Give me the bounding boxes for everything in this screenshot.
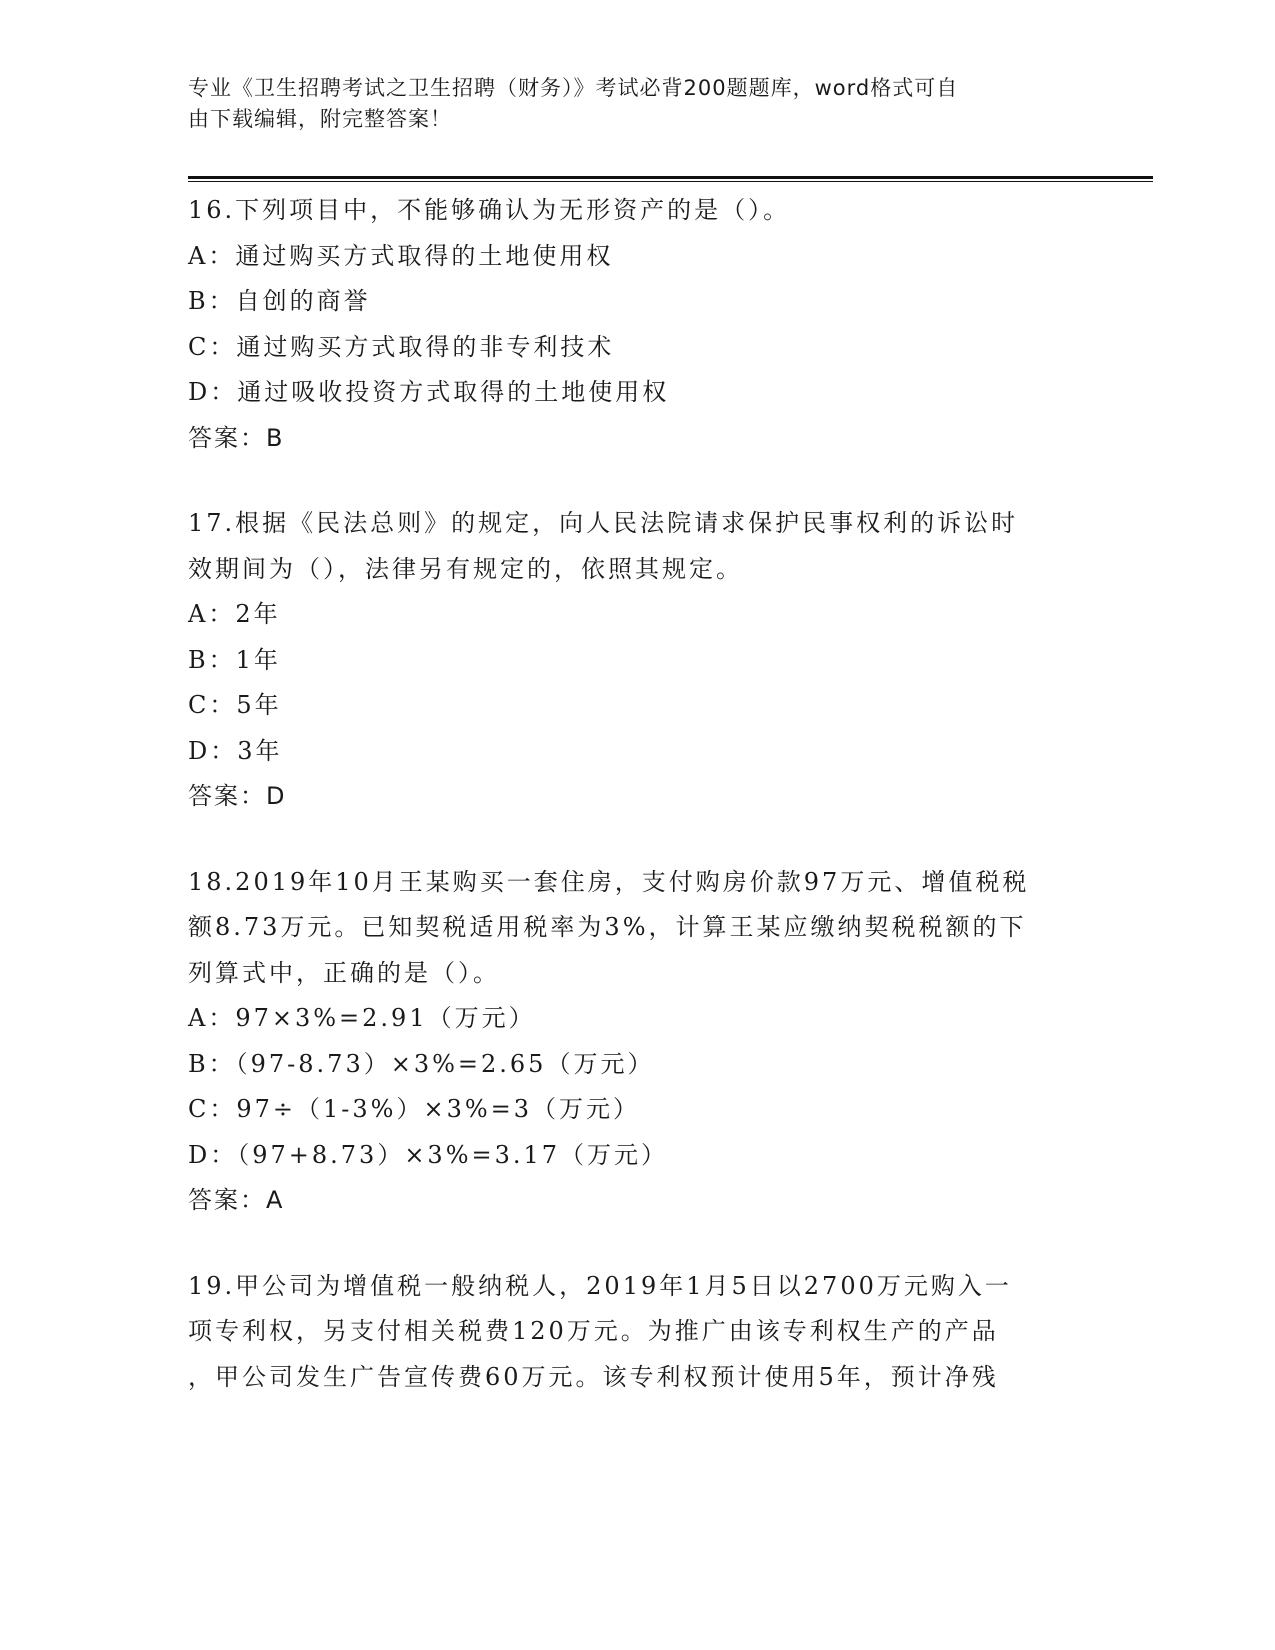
document-header — [188, 73, 1068, 135]
question-item — [188, 860, 1088, 1224]
question-item — [188, 1264, 1088, 1401]
answer-option: B：1年 — [188, 645, 281, 674]
answer-option: D：通过吸收投资方式取得的土地使用权 — [188, 378, 670, 406]
question-stem — [188, 1264, 1088, 1401]
answer-option: D：（97+8.73）×3%=3.17（万元） — [188, 1140, 669, 1169]
question-stem-line: 17.根据《民法总则》的规定，向人民法院请求保护民事权利的诉讼时 — [188, 509, 1019, 537]
answer-key: 答案：B — [188, 423, 285, 452]
question-stem-line: 18.2019年10月王某购买一套住房，支付购房价款97万元、增值税税 — [188, 867, 1030, 896]
question-stem-line: 效期间为（），法律另有规定的，依照其规定。 — [188, 554, 743, 583]
question-stem-line: 额8.73万元。已知契税适用税率为3%，计算王某应缴纳契税税额的下 — [188, 913, 1027, 941]
question-item — [188, 188, 1088, 461]
answer-option: C：5年 — [188, 691, 282, 719]
question-stem — [188, 188, 1088, 234]
answer-key: 答案：A — [188, 1186, 285, 1214]
header-line-2: 由下载编辑，附完整答案！ — [188, 107, 452, 131]
question-stem-line: 19.甲公司为增值税一般纳税人，2019年1月5日以2700万元购入一 — [188, 1271, 1012, 1300]
answer-option: D：3年 — [188, 736, 283, 765]
header-line-1: 专业《卫生招聘考试之卫生招聘（财务）》考试必背200题题库，word格式可自 — [188, 76, 959, 100]
header-divider-thick — [188, 176, 1153, 179]
question-stem-line: 16.下列项目中，不能够确认为无形资产的是（）。 — [188, 196, 791, 224]
header-divider-thin — [188, 181, 1153, 182]
answer-option: A：97×3%=2.91（万元） — [188, 1004, 536, 1032]
answer-option: A：通过购买方式取得的土地使用权 — [188, 241, 614, 270]
answer-option: B：（97-8.73）×3%=2.65（万元） — [188, 1049, 655, 1078]
answer-option: C：97÷（1-3%）×3%=3（万元） — [188, 1095, 641, 1123]
question-stem — [188, 860, 1088, 997]
answer-key: 答案：D — [188, 782, 287, 810]
question-stem-line: ，甲公司发生广告宣传费60万元。该专利权预计使用5年，预计净残 — [188, 1362, 999, 1391]
answer-option: C：通过购买方式取得的非专利技术 — [188, 332, 615, 361]
question-stem-line: 项专利权，另支付相关税费120万元。为推广由该专利权生产的产品 — [188, 1317, 999, 1345]
question-stem — [188, 501, 1088, 592]
answer-option: A：2年 — [188, 600, 281, 628]
question-list — [188, 188, 1088, 1440]
question-item — [188, 501, 1088, 820]
question-stem-line: 列算式中，正确的是（）。 — [188, 958, 500, 987]
answer-option: B：自创的商誉 — [188, 287, 371, 315]
